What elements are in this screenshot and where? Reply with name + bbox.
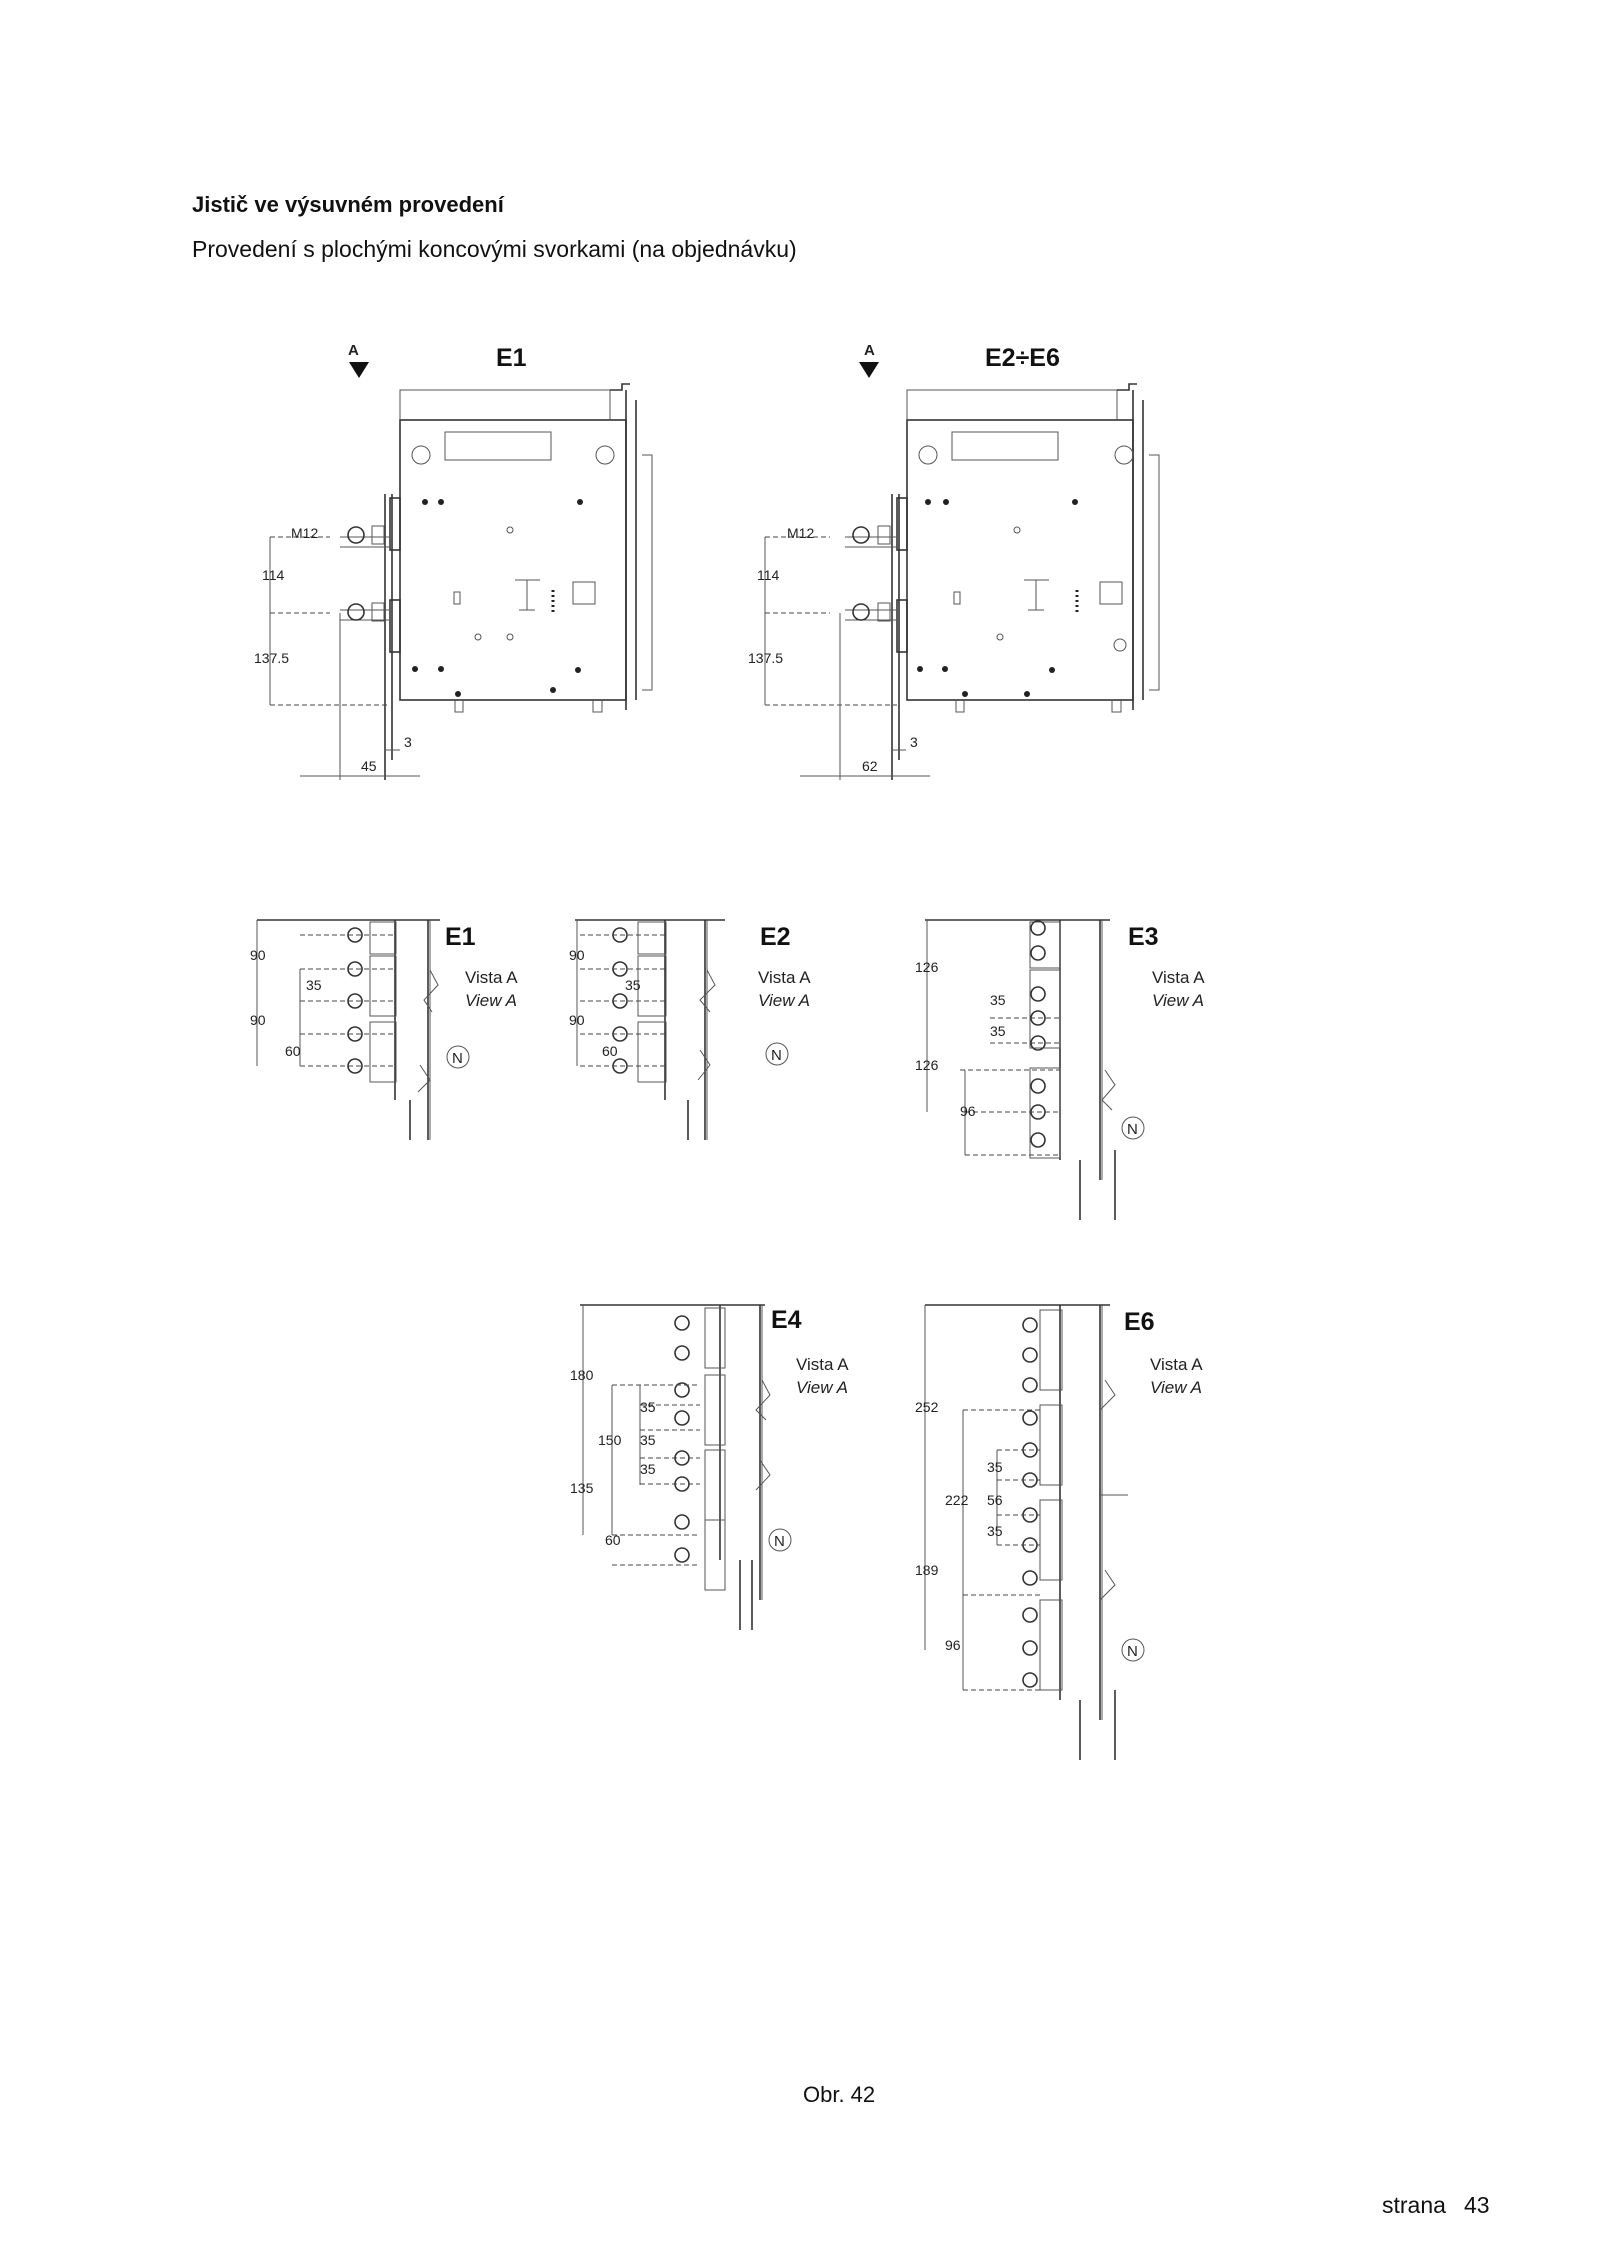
figure-caption: Obr. 42 — [803, 2082, 876, 2107]
vista-label: Vista A — [758, 968, 811, 987]
vista-label: Vista A — [796, 1355, 849, 1374]
dim: 35 — [625, 977, 641, 993]
side-view-e1 — [254, 342, 652, 780]
dim: 60 — [285, 1043, 301, 1059]
dim: 35 — [987, 1523, 1003, 1539]
dim-45: 45 — [361, 758, 377, 774]
dim: 96 — [945, 1637, 961, 1653]
dim: 126 — [915, 959, 939, 975]
thread-dim: M12 — [787, 525, 815, 541]
rear-view-title: E4 — [771, 1306, 802, 1334]
view-label: View A — [758, 991, 810, 1010]
dim: 222 — [945, 1492, 969, 1508]
side-view-title: E2÷E6 — [985, 344, 1060, 372]
dim: 135 — [570, 1480, 594, 1496]
page-label: strana — [1382, 2192, 1446, 2218]
page-footer — [1382, 2192, 1490, 2219]
dim-137-5: 137.5 — [254, 650, 290, 666]
dim: 60 — [602, 1043, 618, 1059]
dim-62: 62 — [862, 758, 878, 774]
rear-view-e2 — [569, 920, 811, 1140]
dim: 126 — [915, 1057, 939, 1073]
dim-3: 3 — [404, 734, 412, 750]
page-heading: Jistič ve výsuvném provedení — [192, 192, 504, 217]
page-subheading: Provedení s plochými koncovými svorkami (na objednávku) — [192, 236, 797, 262]
page-number: 43 — [1463, 2192, 1490, 2218]
rear-view-e4 — [570, 1305, 849, 1630]
dim: 60 — [605, 1532, 621, 1548]
side-view-e2-e6 — [748, 342, 1159, 780]
dim: 35 — [990, 1023, 1006, 1039]
rear-view-title: E2 — [760, 923, 791, 951]
rear-view-e3 — [915, 920, 1205, 1220]
dim: 96 — [960, 1103, 976, 1119]
dim-114: 114 — [262, 567, 285, 583]
dim: 35 — [640, 1432, 656, 1448]
dim: 35 — [640, 1461, 656, 1477]
view-label: View A — [796, 1378, 848, 1397]
rear-view-title: E3 — [1128, 923, 1159, 951]
view-arrow-label: A — [864, 342, 875, 359]
dim: 252 — [915, 1399, 939, 1415]
dim: 90 — [250, 947, 266, 963]
dim: 35 — [306, 977, 322, 993]
rear-view-title: E1 — [445, 923, 476, 951]
neutral-label: N — [1127, 1121, 1138, 1138]
thread-dim: M12 — [291, 525, 319, 541]
dim: 56 — [987, 1492, 1003, 1508]
dim: 90 — [569, 947, 585, 963]
vista-label: Vista A — [465, 968, 518, 987]
dim: 150 — [598, 1432, 622, 1448]
neutral-label: N — [1127, 1643, 1138, 1660]
view-label: View A — [1152, 991, 1204, 1010]
dim-114: 114 — [757, 567, 780, 583]
dim: 35 — [640, 1399, 656, 1415]
vista-label: Vista A — [1150, 1355, 1203, 1374]
neutral-label: N — [452, 1050, 463, 1067]
dim: 35 — [990, 992, 1006, 1008]
view-direction-arrow-icon — [859, 362, 879, 378]
vista-label: Vista A — [1152, 968, 1205, 987]
view-arrow-label: A — [348, 342, 359, 359]
rear-view-e1 — [250, 920, 518, 1140]
view-label: View A — [465, 991, 517, 1010]
dim: 189 — [915, 1562, 939, 1578]
view-direction-arrow-icon — [349, 362, 369, 378]
dim-137-5: 137.5 — [748, 650, 784, 666]
dim: 90 — [569, 1012, 585, 1028]
view-label: View A — [1150, 1378, 1202, 1397]
dim: 35 — [987, 1459, 1003, 1475]
side-view-title: E1 — [496, 344, 527, 372]
neutral-label: N — [771, 1047, 782, 1064]
neutral-label: N — [774, 1533, 785, 1550]
dim: 90 — [250, 1012, 266, 1028]
rear-view-e6 — [915, 1305, 1203, 1760]
dim-3: 3 — [910, 734, 918, 750]
dim: 180 — [570, 1367, 594, 1383]
rear-view-title: E6 — [1124, 1308, 1155, 1336]
